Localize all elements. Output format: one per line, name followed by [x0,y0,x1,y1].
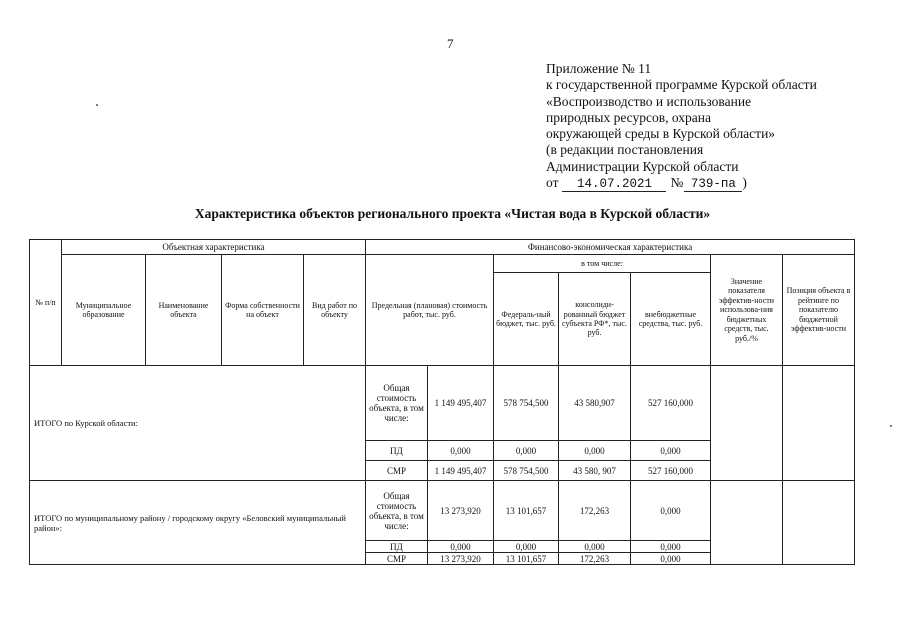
cost-extrabudget: 0,000 [631,481,711,541]
col-header-ownership: Форма собственности на объект [222,255,304,366]
cost-total: 0,000 [428,441,494,461]
appendix-line: окружающей среды в Курской области» [546,126,776,142]
cost-type: СМР [366,461,428,481]
appendix-line: Администрации Курской области [546,158,739,174]
appendix-line: «Воспроизводство и использование [546,93,752,109]
cost-federal: 13 101,657 [494,481,559,541]
cost-federal: 0,000 [494,441,559,461]
appendix-line: Приложение № 11 [546,61,652,76]
cost-regional: 0,000 [559,541,631,553]
cost-federal: 578 754,500 [494,461,559,481]
decree-date: 14.07.2021 [562,178,666,192]
from-prefix: от [546,175,559,191]
page-number: 7 [447,36,454,51]
cost-type: СМР [366,553,428,565]
cost-type: ПД [366,541,428,553]
col-header-consolidated: консолиди-рованный бюджет субъекта РФ*, тыс. руб. [559,273,631,366]
efficiency-cell [711,481,783,565]
document-title: Характеристика объектов регионального проекта «Чистая вода в Курской области» [194,206,711,221]
closing-paren: ) [742,175,747,191]
appendix-line: природных ресурсов, охрана [546,109,711,125]
row-label: ИТОГО по Курской области: [30,366,366,481]
table-row [30,366,855,441]
cost-regional: 43 580, 907 [559,461,631,481]
group-header-finance: Финансово-экономическая характеристика [366,240,855,255]
col-header-rating: Позиция объекта в рейтинге по показателю бюджетной эффектив-ности [783,255,855,366]
cost-type: Общая стоимость объекта, в том числе: [366,481,428,541]
scan-speck [96,104,98,106]
cost-extrabudget: 527 160,000 [631,366,711,441]
efficiency-cell [711,366,783,481]
cost-total: 13 273,920 [428,553,494,565]
cost-type: Общая стоимость объекта, в том числе: [366,366,428,441]
col-header-efficiency: Значение показателя эффектив-ности использова-ния бюджетных средств, тыс. руб./% [711,255,783,366]
cost-extrabudget: 0,000 [631,541,711,553]
row-label: ИТОГО по муниципальному району / городскому округу «Беловский муниципальный район»: [30,481,366,565]
objects-table [29,239,855,565]
cost-extrabudget: 0,000 [631,553,711,565]
cost-regional: 0,000 [559,441,631,461]
cost-regional: 172,263 [559,553,631,565]
cost-total: 1 149 495,407 [428,461,494,481]
col-header-including: в том числе: [494,255,711,273]
cost-total: 13 273,920 [428,481,494,541]
cost-federal: 0,000 [494,541,559,553]
decree-reference [546,175,896,192]
cost-regional: 43 580,907 [559,366,631,441]
cost-federal: 578 754,500 [494,366,559,441]
decree-number: 739-па [684,178,742,192]
group-header-object: Объектная характеристика [62,240,366,255]
cost-type: ПД [366,441,428,461]
col-header-max-cost: Предельная (плановая) стоимость работ, тыс. руб. [366,255,494,366]
cost-federal: 13 101,657 [494,553,559,565]
cost-extrabudget: 527 160,000 [631,461,711,481]
scan-speck [890,425,892,427]
number-prefix: № [670,175,684,191]
col-header-number: № п/п [30,240,62,366]
col-header-object-name: Наименование объекта [146,255,222,366]
table-row [30,481,855,541]
cost-regional: 172,263 [559,481,631,541]
col-header-extrabudget: внебюджетные средства, тыс. руб. [631,273,711,366]
appendix-line: к государственной программе Курской области [546,77,817,93]
rating-cell [783,481,855,565]
col-header-municipality: Муниципальное образование [62,255,146,366]
cost-total: 0,000 [428,541,494,553]
cost-total: 1 149 495,407 [428,366,494,441]
rating-cell [783,366,855,481]
col-header-federal: Федераль-ный бюджет, тыс. руб. [494,273,559,366]
appendix-header [546,61,896,192]
col-header-work-type: Вид работ по объекту [304,255,366,366]
cost-extrabudget: 0,000 [631,441,711,461]
appendix-line: (в редакции постановления [546,142,704,158]
